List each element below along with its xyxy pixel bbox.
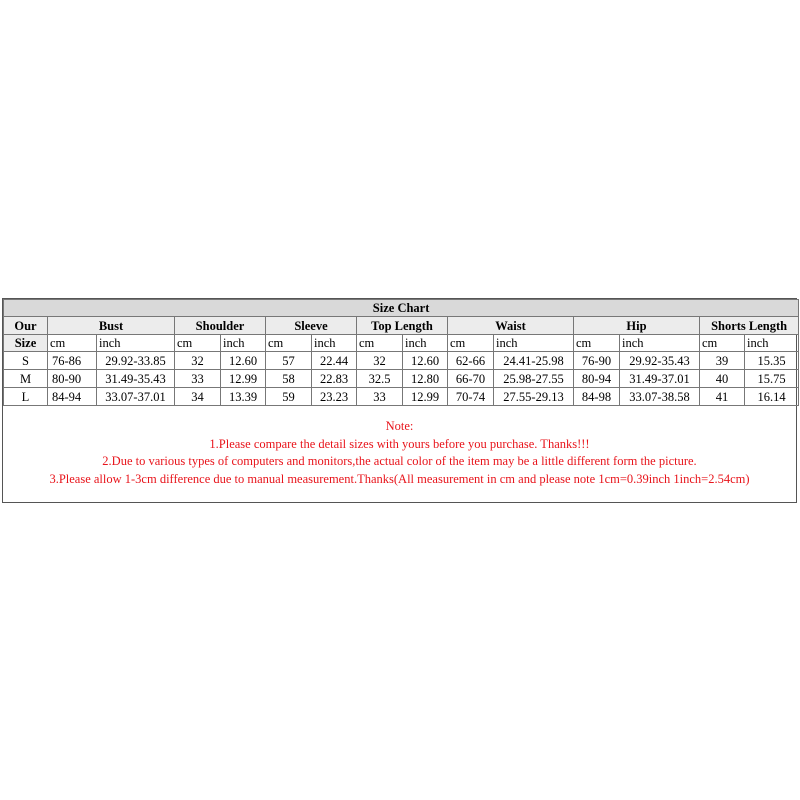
- unit-inch: inch: [745, 335, 799, 352]
- value-cell: 15.75: [745, 370, 799, 388]
- unit-inch: inch: [620, 335, 700, 352]
- value-cell: 33.07-38.58: [620, 388, 700, 406]
- value-cell: 84-98: [574, 388, 620, 406]
- value-cell: 32: [175, 352, 221, 370]
- value-cell: 39: [700, 352, 745, 370]
- notes-section: [3, 406, 796, 502]
- value-cell: 25.98-27.55: [494, 370, 574, 388]
- size-header-top: Our: [4, 317, 48, 335]
- value-cell: 58: [266, 370, 312, 388]
- header-hip: Hip: [574, 317, 700, 335]
- notes-heading: Note:: [385, 419, 414, 433]
- size-chart-sheet: [2, 298, 797, 503]
- unit-inch: inch: [221, 335, 266, 352]
- unit-cm: cm: [357, 335, 403, 352]
- value-cell: 40: [700, 370, 745, 388]
- value-cell: 12.99: [403, 388, 448, 406]
- table-row: [4, 352, 799, 370]
- value-cell: 84-94: [48, 388, 97, 406]
- value-cell: 29.92-33.85: [97, 352, 175, 370]
- value-cell: 24.41-25.98: [494, 352, 574, 370]
- unit-inch: inch: [403, 335, 448, 352]
- value-cell: 29.92-35.43: [620, 352, 700, 370]
- size-header-bottom: Size: [4, 335, 48, 352]
- unit-cm: cm: [700, 335, 745, 352]
- size-cell: M: [4, 370, 48, 388]
- value-cell: 41: [700, 388, 745, 406]
- header-shorts-length: Shorts Length: [700, 317, 799, 335]
- value-cell: 13.39: [221, 388, 266, 406]
- value-cell: 66-70: [448, 370, 494, 388]
- value-cell: 12.60: [403, 352, 448, 370]
- value-cell: 34: [175, 388, 221, 406]
- unit-cm: cm: [574, 335, 620, 352]
- value-cell: 33: [175, 370, 221, 388]
- unit-cm: cm: [48, 335, 97, 352]
- table-row: [4, 388, 799, 406]
- note-line-2: 2.Due to various types of computers and monitors,the actual color of the item may be a little different form the picture.: [102, 454, 697, 468]
- value-cell: 12.80: [403, 370, 448, 388]
- value-cell: 12.60: [221, 352, 266, 370]
- value-cell: 32.5: [357, 370, 403, 388]
- header-shoulder: Shoulder: [175, 317, 266, 335]
- value-cell: 62-66: [448, 352, 494, 370]
- value-cell: 76-90: [574, 352, 620, 370]
- value-cell: 76-86: [48, 352, 97, 370]
- header-waist: Waist: [448, 317, 574, 335]
- size-chart-table: [3, 299, 799, 406]
- value-cell: 27.55-29.13: [494, 388, 574, 406]
- size-cell: L: [4, 388, 48, 406]
- chart-title: Size Chart: [4, 300, 799, 317]
- value-cell: 31.49-37.01: [620, 370, 700, 388]
- value-cell: 33: [357, 388, 403, 406]
- table-row: [4, 370, 799, 388]
- value-cell: 22.44: [312, 352, 357, 370]
- unit-inch: inch: [97, 335, 175, 352]
- unit-cm: cm: [175, 335, 221, 352]
- value-cell: 57: [266, 352, 312, 370]
- value-cell: 33.07-37.01: [97, 388, 175, 406]
- value-cell: 80-90: [48, 370, 97, 388]
- value-cell: 23.23: [312, 388, 357, 406]
- unit-cm: cm: [266, 335, 312, 352]
- unit-cm: cm: [448, 335, 494, 352]
- header-bust: Bust: [48, 317, 175, 335]
- value-cell: 70-74: [448, 388, 494, 406]
- header-top-length: Top Length: [357, 317, 448, 335]
- note-line-3: 3.Please allow 1-3cm difference due to manual measurement.Thanks(All measurement in cm and please note 1cm=0.39inch 1inch=2.54cm): [49, 471, 750, 486]
- value-cell: 31.49-35.43: [97, 370, 175, 388]
- header-sleeve: Sleeve: [266, 317, 357, 335]
- value-cell: 12.99: [221, 370, 266, 388]
- value-cell: 15.35: [745, 352, 799, 370]
- value-cell: 32: [357, 352, 403, 370]
- value-cell: 59: [266, 388, 312, 406]
- value-cell: 22.83: [312, 370, 357, 388]
- note-line-1: 1.Please compare the detail sizes with yours before you purchase. Thanks!!!: [209, 436, 590, 451]
- value-cell: 80-94: [574, 370, 620, 388]
- value-cell: 16.14: [745, 388, 799, 406]
- unit-inch: inch: [494, 335, 574, 352]
- unit-inch: inch: [312, 335, 357, 352]
- size-cell: S: [4, 352, 48, 370]
